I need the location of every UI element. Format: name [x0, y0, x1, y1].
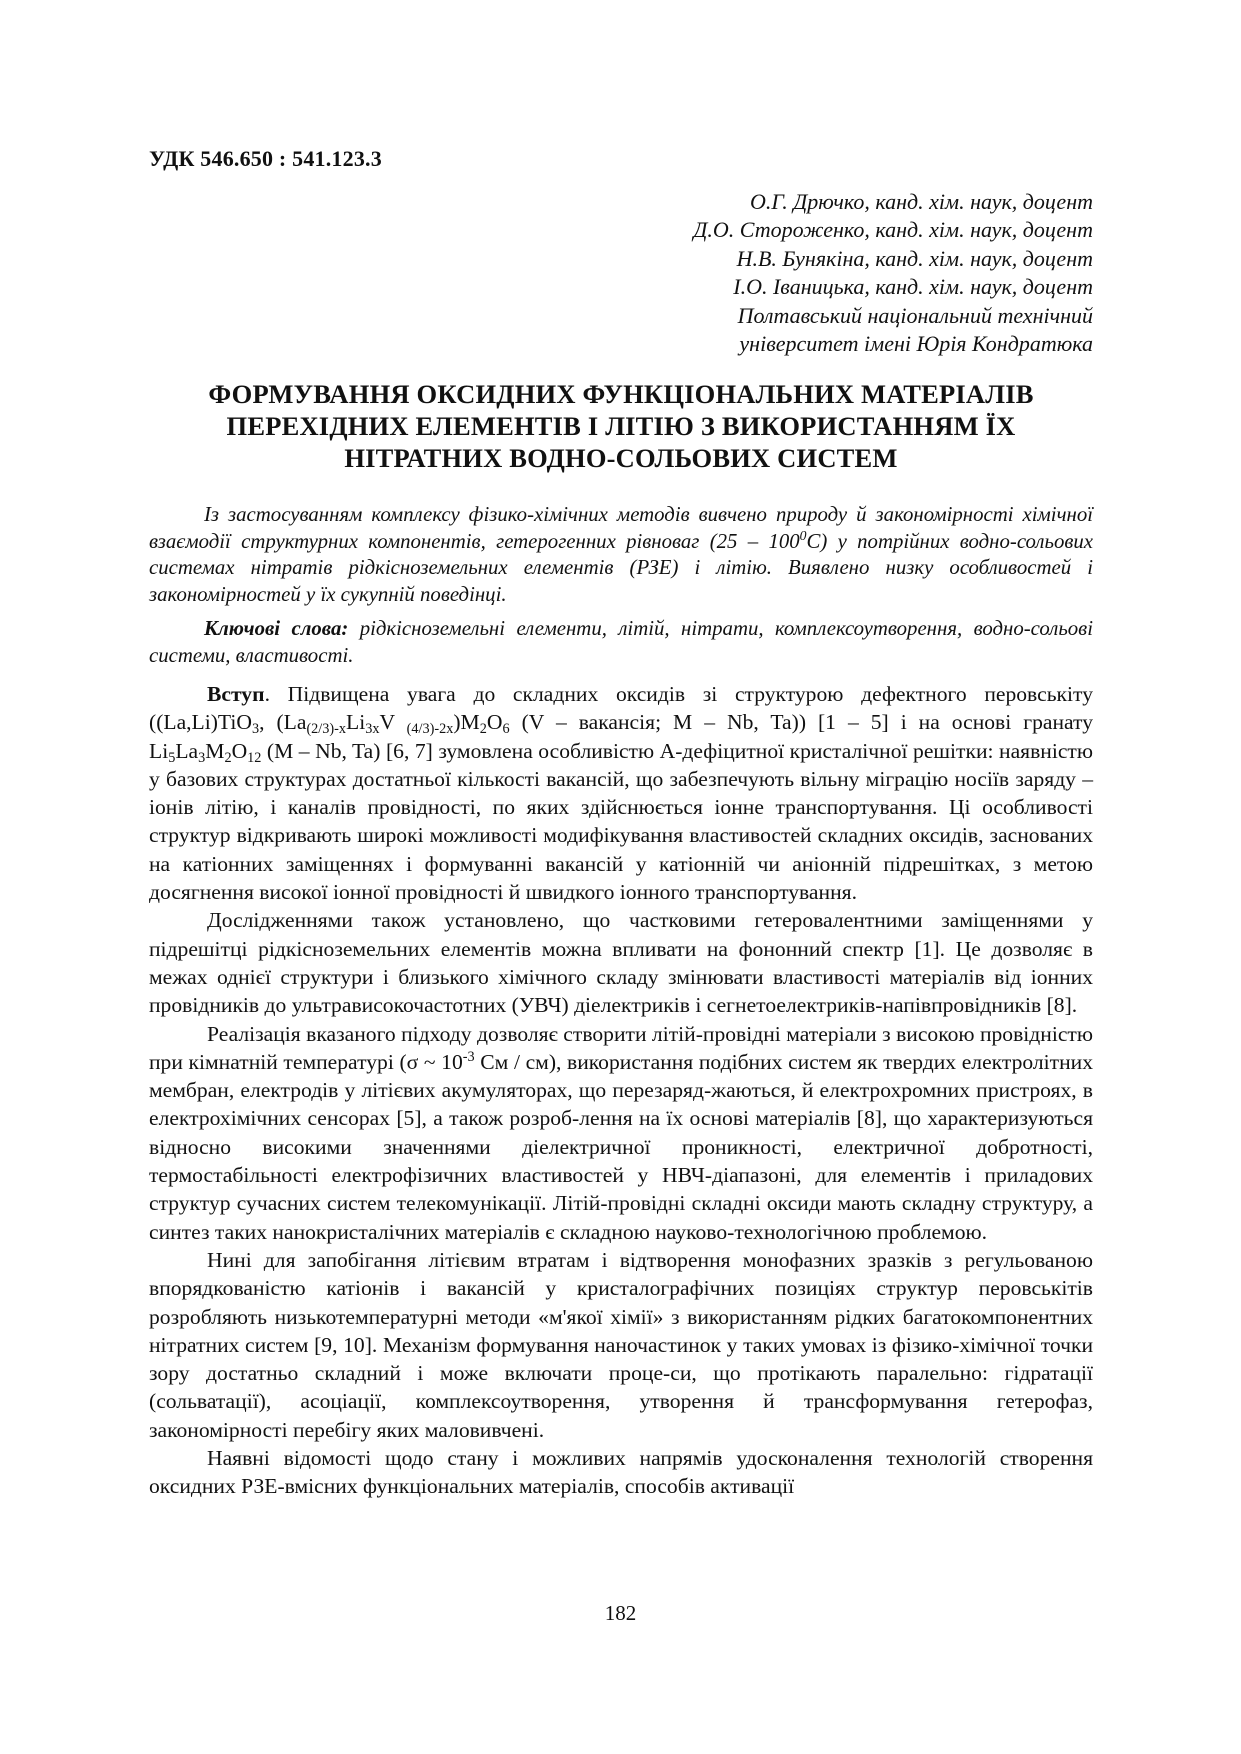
author-block — [393, 188, 1093, 358]
body-text — [149, 680, 1093, 1501]
author-line: І.О. Іваницька, канд. хім. наук, доцент — [733, 274, 1093, 300]
affiliation-line: Полтавський національний технічний — [737, 302, 1093, 328]
affiliation-line: університет імені Юрія Кондратюка — [739, 331, 1093, 357]
author-line: О.Г. Дрючко, канд. хім. наук, доцент — [749, 189, 1093, 214]
title-line: НІТРАТНИХ ВОДНО-СОЛЬОВИХ СИСТЕМ — [344, 443, 898, 473]
keywords — [149, 616, 1093, 669]
paragraph: Наявні відомості щодо стану і можливих напрямів удосконалення технологій створення оксидних РЗЕ-вмісних функціональних матеріалів, способів активації — [149, 1446, 1093, 1499]
keywords-label: Ключові слова: — [204, 617, 349, 640]
title-line: ФОРМУВАННЯ ОКСИДНИХ ФУНКЦІОНАЛЬНИХ МАТЕРІАЛІВ — [208, 379, 1034, 409]
author-line: Д.О. Стороженко, канд. хім. наук, доцент — [693, 217, 1093, 243]
paragraph: Дослідженнями також установлено, що частковими гетеровалентними заміщеннями у підрешітці рідкісноземельних елементів можна впливати на фононний спектр [1]. Це дозволяє в межах однієї структури і близького хімічного складу змінювати властивості матеріалів від іонних провідників до ультрависокочастотних (УВЧ) діелектриків і сегнетоелектриків-напівпровідників [8]. — [149, 908, 1093, 1018]
degree-superscript: 0 — [799, 527, 807, 543]
paragraph: Реалізація вказаного підходу дозволяє створити літій-провідні матеріали з високою провідністю при кімнатній температурі (σ ~ $10^{-3}$ См / см), використання подібних систем як твердих електролітних мембран, електродів у літієвих акумуляторах, що перезаряд-жаються, й електрохромних пристроях, в електрохімічних сенсорах [5], а також розроб-лення на їх основі матеріалів [8], що характеризуються відносно високими значеннями діелектричної проникності, електричної добротності, термостабільності електрофізичних властивостей у НВЧ-діапазоні, для елементів і приладових структур сучасних систем телекомунікації. Літій-провідні складні оксиди мають складну структуру, а синтез таких нанокристалічних матеріалів є складною науково-технологічною проблемою. — [149, 1021, 1093, 1244]
paragraph-intro: Вступ. Підвищена увага до складних оксидів зі структурою дефектного перовськіту ((La,Li)TiO$_3$, ($La_{(2/3)-x}Li_{3x}V$ $_{(4/3)-2x})M_2O_6$ (V – вакансія; M – Nb, Ta)) [1 – 5] і на основі гранату $Li_5La_3M_2O_{12}$ (M – Nb, Ta) [6, 7] зумовлена особливістю А-дефіцитної кристалічної решітки: наявністю у базових структурах достатньої кількості вакансій, що забезпечують вільну міграцію носіїв заряду – іонів літію, і каналів провідності, по яких здійснюється іонне транспортування. Ці особливості структур відкривають широкі можливості модифікування властивостей складних оксидів, заснованих на катіонних заміщеннях і формуванні вакансій у катіонній чи аніонній підрешітках, з метою досягнення високої іонної провідності й швидкого іонного транспортування. — [149, 682, 1093, 905]
title-line: ПЕРЕХІДНИХ ЕЛЕМЕНТІВ І ЛІТІЮ З ВИКОРИСТАННЯМ ЇХ — [226, 411, 1016, 441]
paper-title — [149, 378, 1093, 474]
abstract — [149, 502, 1093, 608]
abstract-text: Із застосуванням комплексу фізико-хімічних методів вивчено природу й закономірності хімічної взаємодії структурних компонентів, гетерогенних рівноваг $(25 - 100^0С)$ у потрійних водно-сольових системах нітратів рідкісноземельних елементів (РЗЕ) і літію. Виявлено низку особливостей і закономірностей у їх сукупній поведінці. — [149, 503, 1094, 606]
keywords-text: рідкісноземельні елементи, літій, нітрати, комплексоутворення, водно-сольові системи, властивості. — [149, 617, 1093, 667]
paragraph: Нині для запобігання літієвим втратам і відтворення монофазних зразків з регульованою впорядкованістю катіонів і вакансій у кристалографічних позиціях структур перовськітів розробляють низькотемпературні методи «м'якої хімії» з використанням рідких багатокомпонентних нітратних систем [9, 10]. Механізм формування наночастинок у таких умовах із фізико-хімічної точки зору достатньо складний і може включати проце-си, що протікають паралельно: гідратації (сольватації), асоціації, комплексоутворення, утворення й трансформування гетерофаз, закономірності перебігу яких маловивчені. — [149, 1247, 1093, 1442]
udk-code: УДК 546.650 : 541.123.3 — [149, 146, 382, 171]
author-line: Н.В. Бунякіна, канд. хім. наук, доцент — [736, 245, 1093, 271]
page-number: 182 — [604, 1601, 637, 1625]
section-lead: Вступ — [207, 682, 265, 706]
